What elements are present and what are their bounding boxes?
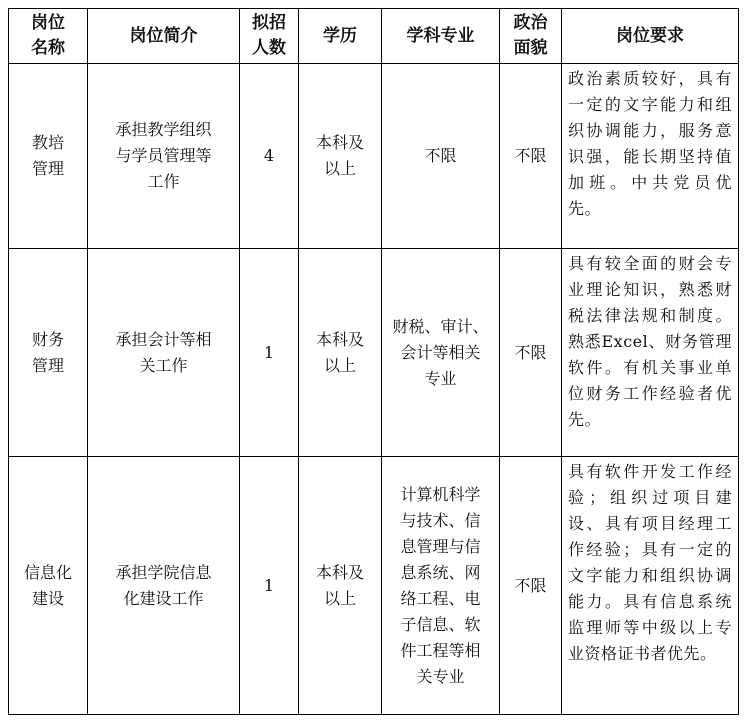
cell-education: 本科及 以上 <box>299 249 382 457</box>
cell-position-intro: 承担会计等相 关工作 <box>88 249 240 457</box>
table-row <box>9 457 739 715</box>
cell-requirements: 具有软件开发工作经验；组织过项目建设、具有项目经理工作经验；具有一定的文字能力和组织协调能力。具有信息系统监理师等中级以上专业资格证书者优先。 <box>562 457 739 715</box>
cell-requirements: 具有较全面的财会专业理论知识，熟悉财税法律法规和制度。熟悉Excel、财务管理软件。有机关事业单位财务工作经验者优先。 <box>562 249 739 457</box>
cell-requirements: 政治素质较好，具有一定的文字能力和组织协调能力，服务意识强，能长期坚持值加班。中共党员优先。 <box>562 64 739 249</box>
cell-political-status: 不限 <box>500 249 562 457</box>
cell-major: 不限 <box>382 64 500 249</box>
job-positions-table <box>8 8 739 715</box>
cell-major: 财税、审计、 会计等相关 专业 <box>382 249 500 457</box>
cell-education: 本科及 以上 <box>299 457 382 715</box>
cell-position-name: 信息化 建设 <box>9 457 88 715</box>
cell-position-intro: 承担学院信息 化建设工作 <box>88 457 240 715</box>
header-position-name: 岗位 名称 <box>9 9 88 64</box>
cell-position-intro: 承担教学组织 与学员管理等 工作 <box>88 64 240 249</box>
cell-planned-count: 1 <box>240 457 299 715</box>
cell-political-status: 不限 <box>500 457 562 715</box>
table-header-row <box>9 9 739 64</box>
cell-planned-count: 4 <box>240 64 299 249</box>
header-political-status: 政治 面貌 <box>500 9 562 64</box>
header-planned-count: 拟招 人数 <box>240 9 299 64</box>
header-position-intro: 岗位简介 <box>88 9 240 64</box>
cell-position-name: 财务 管理 <box>9 249 88 457</box>
cell-education: 本科及 以上 <box>299 64 382 249</box>
header-education: 学历 <box>299 9 382 64</box>
cell-major: 计算机科学 与技术、信 息管理与信 息系统、网 络工程、电 子信息、软 件工程等相 关专业 <box>382 457 500 715</box>
table-row <box>9 249 739 457</box>
cell-planned-count: 1 <box>240 249 299 457</box>
table-row <box>9 64 739 249</box>
cell-political-status: 不限 <box>500 64 562 249</box>
header-major: 学科专业 <box>382 9 500 64</box>
header-requirements: 岗位要求 <box>562 9 739 64</box>
cell-position-name: 教培 管理 <box>9 64 88 249</box>
